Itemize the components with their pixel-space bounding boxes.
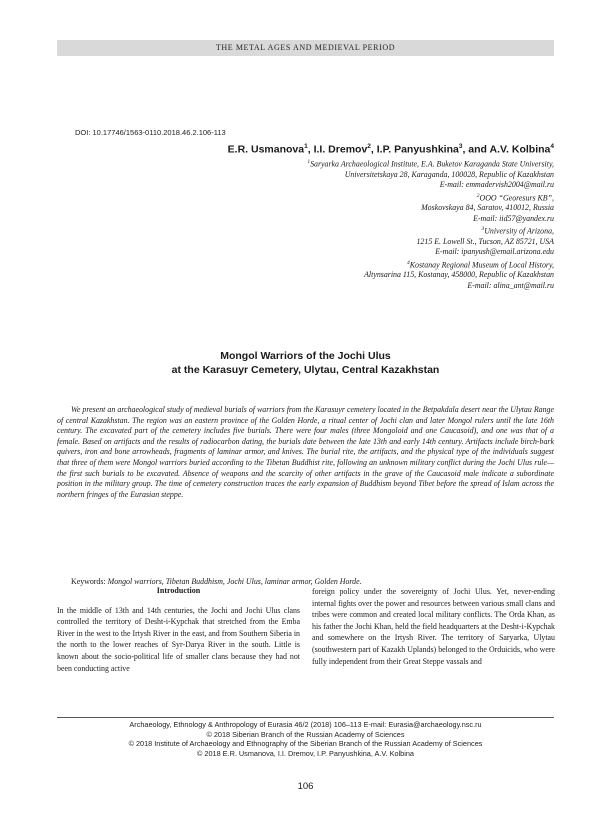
affiliation-index: 1 — [307, 159, 311, 165]
affiliation-text: Altynsarina 115, Kostanay, 458000, Republic of Kazakhstan — [364, 270, 554, 280]
author-name: I.I. Dremov — [313, 143, 368, 156]
author-separator: , — [370, 143, 377, 156]
affiliation-line — [84, 170, 554, 180]
affiliation-index: 2 — [476, 192, 480, 199]
affiliation-line — [84, 224, 554, 237]
author-affiliation-index: 4 — [550, 143, 554, 150]
affiliation-email[interactable]: E-mail: ipanyush@email.arizona.edu — [435, 247, 554, 257]
affiliation-text: Saryarka Archaeological Institute, E.A. Buketov Karaganda State University, — [310, 159, 554, 169]
footer-copyright-line: © 2018 E.R. Usmanova, I.I. Dremov, I.P. Panyushkina, A.V. Kolbina — [197, 749, 414, 759]
keywords-value: Mongol warriors, Tibetan Buddhism, Jochi Ulus, laminar armor, Golden Horde. — [107, 577, 362, 586]
author-list — [228, 143, 554, 156]
affiliation-email[interactable]: E-mail: iid57@yandex.ru — [473, 213, 554, 223]
author-separator: , and — [462, 143, 490, 156]
page-number: 106 — [297, 781, 314, 792]
author-name: I.P. Panyushkina — [376, 143, 459, 156]
keywords-label: Keywords: — [71, 577, 106, 586]
affiliation-line — [84, 214, 554, 224]
doi[interactable]: DOI: 10.17746/1563-0110.2018.46.2.106-113 — [75, 128, 226, 137]
author-affiliation-index: 1 — [304, 143, 308, 150]
author-affiliation-index: 2 — [367, 143, 371, 150]
author-separator: , — [307, 143, 314, 156]
author-name: A.V. Kolbina — [489, 143, 551, 156]
affiliation-line — [84, 281, 554, 291]
article-title — [57, 349, 554, 377]
affiliation-index: 3 — [481, 226, 485, 233]
author-affiliation-index: 3 — [458, 143, 463, 150]
body-column-left — [57, 585, 300, 674]
footer-copyright-line: © 2018 Institute of Archaeology and Ethnography of the Siberian Branch of the Russian Academy of Sciences — [128, 739, 483, 749]
section-heading-introduction: Introduction — [156, 586, 201, 595]
section-header-banner — [57, 40, 554, 56]
section-header-text: THE METAL AGES AND MEDIEVAL PERIOD — [215, 43, 396, 52]
body-paragraph: In the middle of 13th and 14th centuries, the Jochi and Jochi Ulus clans controlled the territory of Desht-i-Kypchak that stretched from the Emba River in the west to the Irtysh River in the east, and from Southern Siberia in the north to the lower reaches of Syr-Darya River in the south. Little is known about the socio-political life of smaller clans because they had not been conducting active — [57, 605, 300, 673]
title-line: at the Karasuyr Cemetery, Ulytau, Central Kazakhstan — [171, 364, 440, 376]
title-line: Mongol Warriors of the Jochi Ulus — [220, 350, 391, 362]
affiliation-text: 1215 E. Lowell St., Tucson, AZ 85721, USA — [416, 236, 554, 246]
affiliations — [84, 157, 554, 291]
footer-journal-line: Archaeology, Ethnology & Anthropology of Eurasia 46/2 (2018) 106–113 E-mail: Eurasia@archaeology.nsc.ru — [129, 720, 482, 729]
author-name: E.R. Usmanova — [227, 143, 305, 156]
journal-footer — [57, 720, 554, 759]
affiliation-line — [84, 247, 554, 257]
affiliation-email[interactable]: E-mail: alina_ant@mail.ru — [467, 280, 554, 290]
affiliation-line — [84, 203, 554, 213]
affiliation-line — [84, 191, 554, 204]
body-paragraph: foreign policy under the sovereignty of Jochi Ulus. Yet, never-ending internal fights over the power and resources between various small clans and tribes were common and created local military conflicts. The Orda Khan, as his father the Jochi Khan, held the field headquarters at the Desht-i-Kypchak and somewhere on the Irtysh River. The territory of Saryarka, Ulytau (southwestern part of Kazakh Uplands) belonged to the Orduicids, who were fully independent from their Great Steppe vassals and — [312, 587, 555, 666]
affiliation-line — [84, 157, 554, 170]
affiliation-index: 4 — [407, 259, 410, 266]
body-column-right — [312, 586, 555, 667]
affiliation-text: Moskovskaya 84, Saratov, 410012, Russia — [421, 203, 554, 213]
affiliation-line — [84, 180, 554, 190]
affiliation-email[interactable]: E-mail: emmadervish2004@mail.ru — [439, 180, 554, 190]
footer-divider — [57, 717, 554, 718]
affiliation-text: University of Arizona, — [484, 226, 554, 236]
abstract: We present an archaeological study of medieval burials of warriors from the Karasuyr cemetery located in the Betpakdala desert near the Ulytau Range of central Kazakhstan. The region was an eastern province of the Golden Horde, a ritual center of Jochi clan and later Mongol rulers until the late 16th century. The excavated part of the cemetery includes five burials. There were four males (three Mongoloid and one Caucasoid), and one was that of a female. Based on artifacts and the results of radiocarbon dating, the burials date between the late 13th and early 14th century. Artifacts include birch-bark quivers, iron and bone arrowheads, fragments of laminar armor, and knives. The burial rite, the artifacts, and the physical type of the individuals suggest that three of them were Mongol warriors buried according to the Tibetan Buddhist rite, following an unknown military conflict during the Jochi Ulus rule—the first such burials to be excavated. Absence of weapons and the scarcity of other artifacts in the grave of the Caucasoid male indicate a subordinate position in the military group. The time of cemetery construction traces the early expansion of Buddhism beyond Tibet before the spread of Islam across the northern fringes of the Eurasian steppe. — [57, 405, 554, 499]
footer-copyright-line: © 2018 Siberian Branch of the Russian Academy of Sciences — [206, 729, 405, 739]
affiliation-text: OOO “Georesurs KB”, — [479, 193, 554, 203]
affiliation-text: Kostanay Regional Museum of Local History, — [409, 260, 554, 270]
affiliation-line — [84, 270, 554, 280]
affiliation-line — [84, 237, 554, 247]
affiliation-line — [84, 258, 554, 271]
affiliation-text: Universitetskaya 28, Karaganda, 100028, Republic of Kazakhstan — [344, 169, 554, 179]
